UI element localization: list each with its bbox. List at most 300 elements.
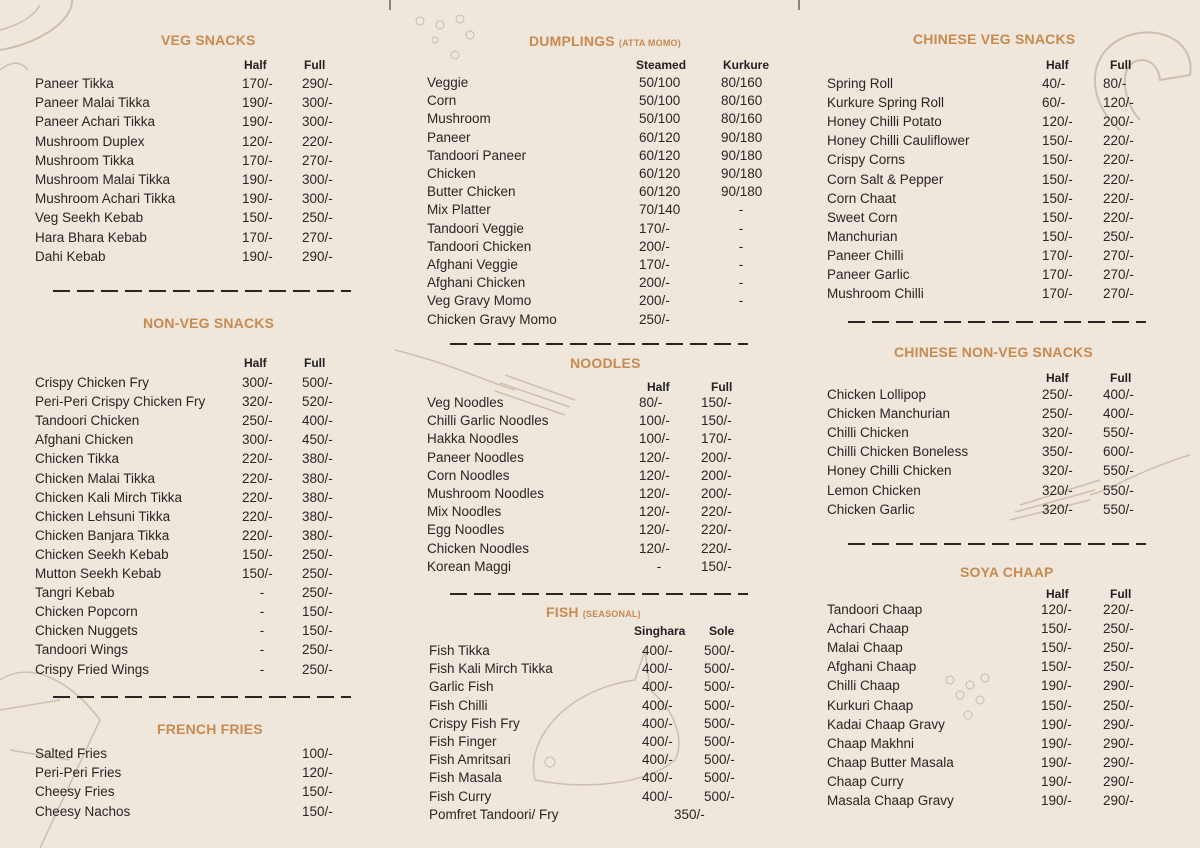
item-name: Lemon Chicken bbox=[827, 482, 921, 498]
item-price-2: 90/180 bbox=[721, 147, 763, 163]
item-name: Masala Chaap Gravy bbox=[827, 793, 954, 808]
item-price-1: 220/- bbox=[242, 527, 273, 543]
item-name: Chicken Garlic bbox=[827, 501, 915, 517]
item-price-2: 90/180 bbox=[721, 184, 763, 200]
item-price-2: 250/- bbox=[302, 642, 333, 658]
menu-item bbox=[35, 528, 395, 547]
item-price-1: 190/- bbox=[242, 95, 273, 111]
item-price-1: 120/- bbox=[639, 504, 670, 520]
menu-item bbox=[427, 93, 787, 112]
column-header-half: Half bbox=[1046, 371, 1069, 385]
item-price-2: 380/- bbox=[302, 451, 333, 467]
menu-item bbox=[827, 248, 1187, 267]
menu-item bbox=[35, 413, 395, 432]
menu-item bbox=[427, 166, 787, 185]
menu-item bbox=[827, 114, 1187, 133]
item-price-2: 270/- bbox=[1103, 247, 1134, 263]
item-price-2: 250/- bbox=[302, 546, 333, 562]
menu-item bbox=[827, 425, 1187, 444]
item-price-1: 50/100 bbox=[639, 75, 681, 90]
item-price-1: 150/- bbox=[1041, 640, 1072, 656]
item-price-2: 290/- bbox=[302, 76, 333, 91]
item-price-1: 150/- bbox=[1042, 209, 1073, 225]
item-price-2: 500/- bbox=[704, 679, 735, 695]
item-name: Chicken Lollipop bbox=[827, 387, 927, 402]
item-price-2: 500/- bbox=[704, 697, 735, 713]
item-name: Honey Chilli Cauliflower bbox=[827, 133, 970, 149]
item-price-1: 220/- bbox=[242, 451, 273, 467]
item-name: Egg Noodles bbox=[427, 522, 505, 538]
menu-item bbox=[827, 152, 1187, 171]
item-price-2: 300/- bbox=[302, 114, 333, 130]
item-price-1: - bbox=[259, 623, 265, 639]
item-price-2: 500/- bbox=[704, 643, 735, 658]
item-name: Chicken Kali Mirch Tikka bbox=[35, 489, 183, 505]
item-price-1: 170/- bbox=[1042, 247, 1073, 263]
item-name: Mushroom Duplex bbox=[35, 133, 145, 149]
section-title-text: FISH bbox=[546, 604, 579, 620]
menu-item bbox=[429, 789, 789, 808]
item-price-1: 170/- bbox=[639, 220, 670, 236]
item-name: Tandoori Veggie bbox=[427, 220, 524, 236]
item-price-2: 220/- bbox=[1103, 152, 1134, 168]
item-price-1: 400/- bbox=[642, 661, 673, 677]
menu-item bbox=[35, 804, 395, 823]
item-price-2: 90/180 bbox=[721, 129, 763, 145]
column-header-kurkure: Kurkure bbox=[723, 58, 770, 72]
item-price-2: 120/- bbox=[1103, 95, 1134, 111]
menu-item bbox=[827, 267, 1187, 286]
item-name: Honey Chilli Potato bbox=[827, 114, 942, 130]
item-price-1: 150/- bbox=[242, 210, 273, 226]
column-header-steamed: Steamed bbox=[636, 58, 687, 72]
item-name: Fish Amritsari bbox=[429, 752, 511, 768]
item-name: Tandoori Chicken bbox=[35, 413, 140, 429]
item-name: Afghani Chicken bbox=[427, 275, 526, 291]
item-price-2: 300/- bbox=[302, 95, 333, 111]
menu-item bbox=[35, 642, 395, 661]
item-name: Chicken Banjara Tikka bbox=[35, 527, 170, 543]
menu-item bbox=[827, 678, 1187, 697]
item-price-2: 550/- bbox=[1103, 463, 1134, 479]
menu-item bbox=[427, 522, 787, 541]
item-name: Mushroom Malai Tikka bbox=[35, 172, 171, 187]
item-price-2: 150/- bbox=[302, 784, 333, 800]
divider bbox=[53, 696, 351, 698]
item-name: Crispy Corns bbox=[827, 152, 906, 168]
item-name: Crispy Fish Fry bbox=[429, 715, 520, 731]
item-name: Chicken bbox=[427, 166, 476, 181]
menu-item bbox=[827, 172, 1187, 191]
item-price-1: 400/- bbox=[642, 752, 673, 768]
item-price-2: 290/- bbox=[1103, 773, 1134, 789]
item-price-1: 120/- bbox=[639, 522, 670, 538]
item-price-2: 250/- bbox=[1103, 228, 1134, 244]
item-price-2: 150/- bbox=[701, 395, 732, 410]
column-header-full: Full bbox=[1110, 587, 1132, 601]
item-name: Chicken Tikka bbox=[35, 451, 120, 467]
menu-item bbox=[827, 698, 1187, 717]
item-price-1: 190/- bbox=[1041, 735, 1072, 751]
item-name: Achari Chaap bbox=[827, 621, 909, 637]
item-price-1: 120/- bbox=[242, 133, 273, 149]
item-price-2: 80/160 bbox=[721, 111, 763, 127]
menu-item bbox=[827, 191, 1187, 210]
item-price-1: 60/120 bbox=[639, 147, 681, 163]
item-price-1: 400/- bbox=[642, 715, 673, 731]
item-name: Mutton Seekh Kebab bbox=[35, 566, 162, 581]
menu-item bbox=[35, 604, 395, 623]
column-header-full: Full bbox=[1110, 371, 1132, 385]
item-price-1: 400/- bbox=[642, 643, 673, 658]
column-header-sole: Sole bbox=[709, 624, 735, 638]
item-price-1: 220/- bbox=[242, 508, 273, 524]
item-price-1: 250/- bbox=[242, 413, 273, 429]
item-price-2: 150/- bbox=[302, 604, 333, 620]
item-price-1: 300/- bbox=[242, 432, 273, 448]
item-name: Veg Seekh Kebab bbox=[35, 210, 144, 226]
item-price-2: 250/- bbox=[1103, 640, 1134, 656]
item-name: Fish Finger bbox=[429, 734, 497, 749]
item-name: Tandoori Chicken bbox=[427, 238, 532, 254]
menu-item bbox=[35, 153, 395, 172]
item-name: Mushroom Chilli bbox=[827, 286, 924, 302]
item-name: Tandoori Paneer bbox=[427, 147, 527, 163]
divider bbox=[450, 593, 748, 595]
item-name: Manchurian bbox=[827, 228, 898, 244]
menu-item bbox=[35, 509, 395, 528]
menu-item bbox=[827, 95, 1187, 114]
item-price-2: 90/180 bbox=[721, 166, 763, 181]
menu-item bbox=[827, 640, 1187, 659]
item-name: Chicken Malai Tikka bbox=[35, 470, 156, 486]
item-price-2: 150/- bbox=[701, 558, 732, 574]
menu-item bbox=[427, 293, 787, 312]
column-header-half: Half bbox=[1046, 58, 1069, 72]
item-price-2: 500/- bbox=[704, 770, 735, 786]
menu-item bbox=[427, 504, 787, 523]
section-title: CHINESE NON-VEG SNACKS bbox=[894, 344, 1093, 360]
menu-item bbox=[35, 623, 395, 642]
item-price-1: 250/- bbox=[1042, 406, 1073, 422]
item-name: Chaap Makhni bbox=[827, 735, 915, 751]
menu-item bbox=[429, 716, 789, 735]
item-name: Mix Noodles bbox=[427, 504, 502, 520]
item-price-2: - bbox=[738, 257, 744, 272]
item-price-1: 400/- bbox=[642, 679, 673, 695]
item-price-2: 220/- bbox=[1103, 133, 1134, 149]
item-price-1: 170/- bbox=[242, 229, 273, 245]
item-name: Tandoori Wings bbox=[35, 642, 129, 658]
item-price-1: 400/- bbox=[642, 734, 673, 749]
item-price-2: - bbox=[738, 275, 744, 291]
item-price-2: 400/- bbox=[1103, 406, 1134, 422]
item-price-1: 190/- bbox=[242, 172, 273, 187]
item-name: Paneer bbox=[427, 129, 471, 145]
item-price-2: 290/- bbox=[1103, 754, 1134, 770]
item-name: Veggie bbox=[427, 75, 469, 90]
menu-item bbox=[35, 784, 395, 803]
menu-item bbox=[35, 746, 395, 765]
item-name: Chicken Popcorn bbox=[35, 604, 138, 620]
item-price-2: 400/- bbox=[302, 413, 333, 429]
item-price-1: 200/- bbox=[639, 293, 670, 309]
item-price-1: 320/- bbox=[242, 394, 273, 410]
item-name: Salted Fries bbox=[35, 746, 108, 761]
menu-column-3 bbox=[800, 0, 1200, 848]
menu-item bbox=[427, 221, 787, 240]
item-name: Spring Roll bbox=[827, 76, 894, 91]
item-price-1: 120/- bbox=[639, 467, 670, 483]
item-price-1: 150/- bbox=[1042, 152, 1073, 168]
column-header-full: Full bbox=[1110, 58, 1132, 72]
item-price-2: 500/- bbox=[302, 375, 333, 390]
item-name: Chicken Gravy Momo bbox=[427, 311, 557, 327]
item-name: Chicken Lehsuni Tikka bbox=[35, 508, 171, 524]
item-price-2: 380/- bbox=[302, 470, 333, 486]
item-name: Fish Kali Mirch Tikka bbox=[429, 661, 553, 677]
menu-item bbox=[427, 312, 787, 331]
item-price-2: 290/- bbox=[302, 248, 333, 264]
item-name: Veg Gravy Momo bbox=[427, 293, 532, 309]
item-name: Korean Maggi bbox=[427, 558, 512, 574]
item-price-2: 500/- bbox=[704, 788, 735, 804]
item-name: Fish Tikka bbox=[429, 643, 490, 658]
menu-column-1 bbox=[0, 0, 390, 848]
item-price-2: 220/- bbox=[1103, 171, 1134, 187]
item-name: Chaap Curry bbox=[827, 773, 904, 789]
item-name: Afghani Veggie bbox=[427, 257, 518, 272]
item-price-1: 170/- bbox=[242, 152, 273, 168]
item-name: Corn Noodles bbox=[427, 467, 510, 483]
item-price-1: 320/- bbox=[1042, 482, 1073, 498]
item-name: Crispy Fried Wings bbox=[35, 661, 150, 677]
item-price-2: 150/- bbox=[302, 803, 333, 819]
item-price-2: 400/- bbox=[1103, 387, 1134, 402]
menu-item bbox=[429, 643, 789, 662]
item-price-2: 220/- bbox=[302, 133, 333, 149]
menu-item bbox=[827, 76, 1187, 95]
item-price-1: - bbox=[259, 661, 265, 677]
menu-item bbox=[429, 752, 789, 771]
item-price-2: 80/160 bbox=[721, 75, 763, 90]
menu-item bbox=[827, 717, 1187, 736]
item-name: Peri-Peri Crispy Chicken Fry bbox=[35, 394, 206, 410]
column-header-full: Full bbox=[304, 356, 326, 370]
item-price-1: 300/- bbox=[242, 375, 273, 390]
item-price-1: 220/- bbox=[242, 470, 273, 486]
menu-item bbox=[827, 444, 1187, 463]
menu-item bbox=[827, 602, 1187, 621]
item-price-2: - bbox=[738, 220, 744, 236]
item-price-2: 380/- bbox=[302, 508, 333, 524]
item-price-1: 150/- bbox=[1042, 190, 1073, 206]
menu-item bbox=[427, 413, 787, 432]
item-price-2: 220/- bbox=[1103, 190, 1134, 206]
menu-item bbox=[427, 395, 787, 414]
menu-item bbox=[35, 134, 395, 153]
item-price-1: 190/- bbox=[242, 114, 273, 130]
menu-item bbox=[429, 734, 789, 753]
item-name: Fish Masala bbox=[429, 770, 502, 786]
item-price-1: 150/- bbox=[1041, 697, 1072, 713]
item-name: Chicken Seekh Kebab bbox=[35, 546, 169, 562]
menu-item bbox=[429, 661, 789, 680]
menu-item bbox=[427, 202, 787, 221]
item-price-1: 170/- bbox=[1042, 267, 1073, 282]
menu-item bbox=[427, 111, 787, 130]
item-price-1: 220/- bbox=[242, 489, 273, 505]
item-price-2: 450/- bbox=[302, 432, 333, 448]
menu-item bbox=[427, 431, 787, 450]
item-price-1: 150/- bbox=[242, 546, 273, 562]
menu-item bbox=[35, 210, 395, 229]
item-price-1: - bbox=[656, 558, 662, 574]
item-name: Mushroom bbox=[427, 111, 491, 127]
item-price-1: 120/- bbox=[639, 449, 670, 465]
item-price-2: 550/- bbox=[1103, 425, 1134, 441]
item-name: Kurkure Spring Roll bbox=[827, 95, 945, 111]
item-price-2: 550/- bbox=[1103, 482, 1134, 498]
section-title-text: DUMPLINGS bbox=[529, 33, 615, 49]
item-name: Paneer Malai Tikka bbox=[35, 95, 150, 111]
menu-item bbox=[35, 114, 395, 133]
item-name: Mushroom Achari Tikka bbox=[35, 191, 176, 207]
menu-item bbox=[427, 486, 787, 505]
menu-item bbox=[35, 585, 395, 604]
item-price-1: 100/- bbox=[639, 413, 670, 429]
item-price-2: 170/- bbox=[701, 431, 732, 447]
item-price-1: 120/- bbox=[639, 540, 670, 556]
item-price-2: 290/- bbox=[1103, 678, 1134, 694]
divider bbox=[450, 343, 748, 345]
item-price-1: 190/- bbox=[1041, 678, 1072, 694]
menu-item bbox=[35, 172, 395, 191]
menu-item bbox=[427, 468, 787, 487]
item-name: Butter Chicken bbox=[427, 184, 516, 200]
item-price-2: - bbox=[738, 202, 744, 218]
item-name: Kurkuri Chaap bbox=[827, 697, 914, 713]
column-header-half: Half bbox=[244, 58, 267, 72]
item-name: Tandoori Chaap bbox=[827, 602, 923, 617]
item-price-1: 60/120 bbox=[639, 166, 681, 181]
item-price-2: 380/- bbox=[302, 489, 333, 505]
item-price-2: 220/- bbox=[1103, 209, 1134, 225]
item-name: Garlic Fish bbox=[429, 679, 494, 695]
item-name: Mushroom Tikka bbox=[35, 152, 135, 168]
item-price-1: 60/120 bbox=[639, 129, 681, 145]
menu-item bbox=[427, 130, 787, 149]
menu-item bbox=[827, 406, 1187, 425]
column-header-singhara: Singhara bbox=[634, 624, 686, 638]
item-price-1: - bbox=[259, 585, 265, 601]
item-price-1: 150/- bbox=[1041, 659, 1072, 675]
item-price-1: 190/- bbox=[1041, 793, 1072, 808]
item-name: Hakka Noodles bbox=[427, 431, 519, 447]
menu-item bbox=[827, 210, 1187, 229]
item-price-2: 200/- bbox=[701, 486, 732, 501]
item-price-2: 250/- bbox=[302, 210, 333, 226]
item-price-2: 250/- bbox=[1103, 697, 1134, 713]
item-price-1: 190/- bbox=[242, 248, 273, 264]
item-price-2: 600/- bbox=[1103, 444, 1134, 460]
item-name: Sweet Corn bbox=[827, 209, 898, 225]
item-name: Malai Chaap bbox=[827, 640, 903, 656]
item-price-2: 200/- bbox=[701, 467, 732, 483]
item-price-2: 500/- bbox=[704, 715, 735, 731]
item-price-1: 50/100 bbox=[639, 93, 681, 109]
item-name: Chicken Noodles bbox=[427, 540, 530, 556]
menu-item bbox=[827, 736, 1187, 755]
menu-item bbox=[427, 75, 787, 94]
section-title bbox=[529, 33, 681, 49]
menu-item bbox=[35, 451, 395, 470]
item-price-2: 270/- bbox=[1103, 286, 1134, 302]
item-price-2: 300/- bbox=[302, 172, 333, 187]
item-price-1: 190/- bbox=[1041, 773, 1072, 789]
item-price-2: 80/160 bbox=[721, 93, 763, 109]
menu-item bbox=[427, 450, 787, 469]
divider bbox=[848, 321, 1146, 323]
menu-item bbox=[827, 755, 1187, 774]
item-price-2: 250/- bbox=[302, 661, 333, 677]
item-price-1: 120/- bbox=[1041, 602, 1072, 617]
item-price-2: 290/- bbox=[1103, 716, 1134, 732]
item-price-1: 60/120 bbox=[639, 184, 681, 200]
item-price-2: 500/- bbox=[704, 752, 735, 768]
divider bbox=[848, 543, 1146, 545]
section-subtitle: (ATTA MOMO) bbox=[618, 38, 681, 48]
item-name: Corn bbox=[427, 93, 457, 109]
menu-item bbox=[827, 621, 1187, 640]
menu-item bbox=[35, 471, 395, 490]
item-price-2: 220/- bbox=[701, 540, 732, 556]
item-price-2: 100/- bbox=[302, 746, 333, 761]
item-price-2: 550/- bbox=[1103, 501, 1134, 517]
item-price-1: 170/- bbox=[639, 257, 670, 272]
item-price-2: 500/- bbox=[704, 661, 735, 677]
column-header-half: Half bbox=[244, 356, 267, 370]
item-price-1: 60/- bbox=[1042, 95, 1066, 111]
item-name: Mushroom Noodles bbox=[427, 486, 545, 501]
menu-item bbox=[35, 394, 395, 413]
item-price-2: 250/- bbox=[1103, 659, 1134, 675]
item-price-2: 270/- bbox=[302, 229, 333, 245]
item-price-2: 250/- bbox=[1103, 621, 1134, 637]
item-price-1: 50/100 bbox=[639, 111, 681, 127]
menu-column-2 bbox=[390, 0, 800, 848]
section-title: FRENCH FRIES bbox=[157, 721, 263, 737]
item-name: Kadai Chaap Gravy bbox=[827, 716, 945, 732]
item-name: Paneer Noodles bbox=[427, 449, 524, 465]
item-price-1: - bbox=[259, 642, 265, 658]
item-name: Pomfret Tandoori/ Fry bbox=[429, 807, 559, 822]
item-price-2: - bbox=[738, 238, 744, 254]
item-price-2: 80/- bbox=[1103, 76, 1127, 91]
menu-item bbox=[827, 463, 1187, 482]
menu-item bbox=[35, 230, 395, 249]
item-name: Paneer Tikka bbox=[35, 76, 114, 91]
item-name: Dahi Kebab bbox=[35, 248, 106, 264]
menu-item bbox=[827, 286, 1187, 305]
item-name: Chilli Chicken Boneless bbox=[827, 444, 969, 460]
menu-item bbox=[427, 148, 787, 167]
item-name: Mix Platter bbox=[427, 202, 491, 218]
item-name: Afghani Chicken bbox=[35, 432, 134, 448]
item-name: Hara Bhara Kebab bbox=[35, 229, 147, 245]
section-title: CHINESE VEG SNACKS bbox=[913, 31, 1076, 47]
item-name: Honey Chilli Chicken bbox=[827, 463, 952, 479]
